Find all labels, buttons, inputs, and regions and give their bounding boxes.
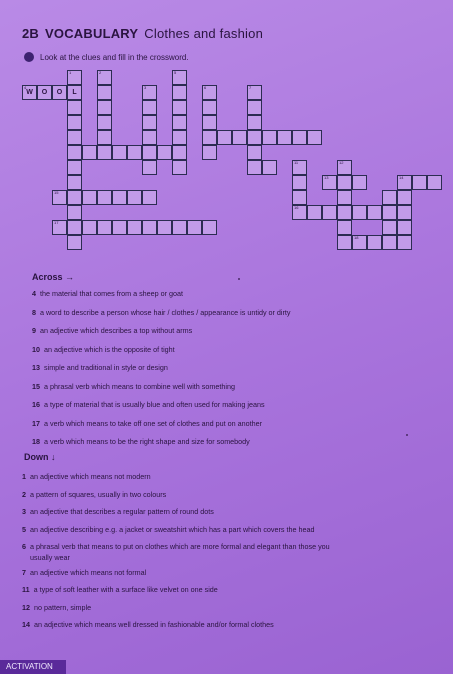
crossword-cell[interactable]: [127, 145, 142, 160]
crossword-cell[interactable]: [67, 145, 82, 160]
crossword-cell[interactable]: [172, 145, 187, 160]
clue-text: an adjective which describes a top without arms: [40, 326, 193, 335]
clue-text: simple and traditional in style or design: [44, 363, 168, 372]
clue-text: a phrasal verb which means to combine well with something: [44, 381, 235, 391]
crossword-cell[interactable]: [127, 190, 142, 205]
crossword-cell[interactable]: [292, 205, 307, 220]
across-clue: [32, 382, 235, 391]
instruction-text: Look at the clues and fill in the crossword.: [40, 52, 189, 62]
crossword-cell[interactable]: [67, 205, 82, 220]
cell-number: 12: [339, 160, 344, 165]
crossword-cell[interactable]: [397, 220, 412, 235]
crossword-cell[interactable]: [67, 175, 82, 190]
crossword-cell[interactable]: [97, 190, 112, 205]
crossword-cell[interactable]: [277, 130, 292, 145]
crossword-cell[interactable]: [397, 175, 412, 190]
cell-number: 7: [249, 85, 252, 90]
crossword-cell[interactable]: [67, 235, 82, 250]
clue-text: a verb which means to take off one set of clothes and put on another: [44, 418, 263, 428]
clue-text: a verb which means to be the right shape and size for somebody: [44, 437, 250, 446]
clue-number: 8: [32, 307, 36, 317]
crossword-cell[interactable]: [127, 220, 142, 235]
crossword-cell[interactable]: [382, 220, 397, 235]
crossword-cell[interactable]: [337, 205, 352, 220]
clue-text: the material that comes from a sheep or goat: [40, 289, 184, 298]
crossword-cell[interactable]: [352, 175, 367, 190]
crossword-cell[interactable]: [142, 190, 157, 205]
crossword-cell[interactable]: [367, 205, 382, 220]
crossword-cell[interactable]: [52, 85, 67, 100]
crossword-cell[interactable]: [247, 160, 262, 175]
across-clue: [32, 437, 250, 446]
clue-number: 4: [32, 289, 36, 298]
crossword-cell[interactable]: [202, 100, 217, 115]
crossword-cell[interactable]: [82, 190, 97, 205]
crossword-cell[interactable]: [247, 85, 262, 100]
crossword-cell[interactable]: [352, 205, 367, 220]
cell-number: 17: [54, 220, 59, 225]
cell-number: 2: [99, 70, 102, 75]
down-heading: Down ↓: [24, 452, 56, 462]
crossword-cell[interactable]: [172, 100, 187, 115]
crossword-cell[interactable]: [157, 145, 172, 160]
clue-number: 17: [32, 418, 40, 428]
down-clue: [22, 542, 330, 551]
clue-number: 9: [32, 326, 36, 335]
crossword-cell[interactable]: [337, 175, 352, 190]
crossword-cell[interactable]: [52, 220, 67, 235]
crossword-cell[interactable]: [202, 115, 217, 130]
cell-letter: L: [72, 89, 77, 96]
crossword-cell[interactable]: [142, 220, 157, 235]
clue-number: 15: [32, 381, 40, 391]
crossword-cell[interactable]: [382, 235, 397, 250]
crossword-cell[interactable]: [262, 130, 277, 145]
section-subtitle: Clothes and fashion: [144, 26, 263, 41]
crossword-cell[interactable]: [97, 115, 112, 130]
crossword-cell[interactable]: [112, 220, 127, 235]
crossword-cell[interactable]: [247, 100, 262, 115]
down-clue: [22, 620, 274, 629]
crossword-cell[interactable]: [172, 115, 187, 130]
crossword-cell[interactable]: [322, 175, 337, 190]
clue-number: 14: [22, 620, 30, 629]
page-title: [22, 26, 263, 41]
clue-number: 12: [22, 602, 30, 612]
crossword-cell[interactable]: [217, 130, 232, 145]
across-clue: [32, 326, 192, 335]
crossword-cell[interactable]: [52, 190, 67, 205]
clue-text: a phrasal verb that means to put on clothes which are more formal and elegant than those you: [30, 542, 330, 551]
clue-number: 3: [22, 507, 26, 516]
pen-mark: [238, 278, 240, 280]
crossword-cell[interactable]: [112, 145, 127, 160]
crossword-cell[interactable]: [157, 220, 172, 235]
crossword-cell[interactable]: [337, 235, 352, 250]
crossword-cell[interactable]: [427, 175, 442, 190]
crossword-cell[interactable]: [202, 220, 217, 235]
clue-text: no pattern, simple: [34, 602, 92, 612]
crossword-cell[interactable]: [202, 145, 217, 160]
across-clue: [32, 400, 265, 409]
clue-number: 1: [22, 472, 26, 481]
crossword-cell[interactable]: [307, 130, 322, 145]
crossword-cell[interactable]: [172, 85, 187, 100]
instruction: [24, 52, 189, 62]
crossword-cell[interactable]: [172, 220, 187, 235]
crossword-cell[interactable]: [292, 160, 307, 175]
clue-number: 10: [32, 344, 40, 354]
crossword-cell[interactable]: [97, 145, 112, 160]
clue-text: a word to describe a person whose hair / clothes / appearance is untidy or dirty: [40, 307, 291, 317]
crossword-cell[interactable]: [67, 100, 82, 115]
crossword-cell[interactable]: [142, 115, 157, 130]
crossword-cell[interactable]: [142, 85, 157, 100]
crossword-cell[interactable]: [187, 220, 202, 235]
clue-text: an adjective that describes a regular pattern of round dots: [30, 507, 214, 516]
crossword-cell[interactable]: [142, 130, 157, 145]
clue-text: an adjective which means not formal: [30, 567, 147, 577]
down-clue: [22, 585, 218, 594]
crossword-cell[interactable]: [67, 115, 82, 130]
crossword-cell[interactable]: [397, 190, 412, 205]
crossword-cell[interactable]: [172, 130, 187, 145]
crossword-cell[interactable]: [412, 175, 427, 190]
crossword-cell[interactable]: [202, 85, 217, 100]
down-clue: [22, 507, 214, 516]
clue-text: a pattern of squares, usually in two colours: [30, 489, 167, 499]
crossword-cell[interactable]: [247, 130, 262, 145]
cell-number: 6: [204, 85, 207, 90]
across-clue: [32, 419, 262, 428]
cell-number: 15: [54, 190, 59, 195]
clue-number: 5: [22, 524, 26, 534]
down-clue: [22, 472, 151, 481]
clue-text: a type of material that is usually blue and often used for making jeans: [44, 400, 265, 409]
crossword-cell[interactable]: [67, 160, 82, 175]
crossword-cell[interactable]: [67, 220, 82, 235]
crossword-cell[interactable]: [112, 190, 127, 205]
across-clue: [32, 289, 183, 298]
crossword-cell[interactable]: [397, 205, 412, 220]
crossword-cell[interactable]: [397, 235, 412, 250]
crossword-cell[interactable]: [82, 145, 97, 160]
crossword-cell[interactable]: [172, 70, 187, 85]
cell-number: 11: [294, 160, 299, 165]
cell-letter: O: [56, 89, 63, 96]
clue-text: a type of soft leather with a surface like velvet on one side: [33, 585, 218, 594]
crossword-cell[interactable]: [292, 175, 307, 190]
crossword-cell[interactable]: [367, 235, 382, 250]
across-clue: [32, 308, 291, 317]
down-clue: [22, 490, 166, 499]
cell-letter: W: [26, 89, 33, 96]
cell-letter: O: [41, 89, 48, 96]
activation-tab: ACTIVATION: [0, 660, 66, 674]
unit-code: 2B: [22, 26, 40, 41]
clue-number: 16: [32, 400, 40, 409]
crossword-cell[interactable]: [97, 100, 112, 115]
clue-number: 18: [32, 437, 40, 446]
pen-mark: [406, 434, 408, 436]
crossword-cell[interactable]: [82, 220, 97, 235]
cell-number: 14: [399, 175, 404, 180]
crossword-cell[interactable]: [307, 205, 322, 220]
clue-text: an adjective which means not modern: [30, 472, 151, 481]
clue-number: 6: [22, 542, 26, 551]
clue-number: 13: [32, 363, 40, 372]
crossword-cell[interactable]: [337, 160, 352, 175]
crossword-cell[interactable]: [67, 70, 82, 85]
crossword-cell[interactable]: [97, 220, 112, 235]
cell-number: 5: [174, 70, 177, 75]
cell-number: 3: [144, 85, 147, 90]
section-label: VOCABULARY: [45, 26, 139, 41]
crossword-cell[interactable]: [202, 130, 217, 145]
cell-number: 1: [69, 70, 72, 75]
across-heading: Across →: [32, 272, 75, 282]
crossword-cell[interactable]: [337, 190, 352, 205]
down-clue: [22, 603, 91, 612]
crossword-cell[interactable]: [262, 160, 277, 175]
crossword-cell[interactable]: [67, 190, 82, 205]
cell-number: 18: [354, 235, 359, 240]
instruction-bullet-icon: [24, 52, 34, 62]
crossword-cell[interactable]: [97, 85, 112, 100]
clue-text: an adjective which is the opposite of tight: [44, 344, 175, 354]
cell-number: 4: [24, 85, 27, 90]
crossword-cell[interactable]: [382, 205, 397, 220]
crossword-cell[interactable]: [292, 190, 307, 205]
down-clue: [22, 568, 146, 577]
across-clue: [32, 345, 175, 354]
crossword-cell[interactable]: [142, 145, 157, 160]
crossword-cell[interactable]: [292, 130, 307, 145]
down-clue: [22, 525, 314, 534]
clue-number: 11: [22, 585, 30, 594]
cell-number: 13: [324, 175, 329, 180]
crossword-cell[interactable]: [97, 70, 112, 85]
crossword-cell[interactable]: [247, 115, 262, 130]
crossword-cell[interactable]: [337, 220, 352, 235]
crossword-cell[interactable]: [232, 130, 247, 145]
crossword-cell[interactable]: [22, 85, 37, 100]
down-clue-continuation: usually wear: [30, 552, 70, 562]
clue-text: an adjective which means well dressed in fashionable and/or formal clothes: [34, 620, 274, 629]
crossword-cell[interactable]: [67, 85, 82, 100]
clue-number: 2: [22, 489, 26, 499]
crossword-cell[interactable]: [142, 160, 157, 175]
clue-text: an adjective describing e.g. a jacket or sweatshirt which has a part which covers the head: [30, 524, 315, 534]
crossword-cell[interactable]: [382, 190, 397, 205]
crossword-cell[interactable]: [172, 160, 187, 175]
crossword-cell[interactable]: [352, 235, 367, 250]
crossword-cell[interactable]: [67, 130, 82, 145]
crossword-cell[interactable]: [322, 205, 337, 220]
across-clue: [32, 363, 168, 372]
crossword-cell[interactable]: [97, 130, 112, 145]
crossword-cell[interactable]: [142, 100, 157, 115]
crossword-cell[interactable]: [37, 85, 52, 100]
clue-number: 7: [22, 567, 26, 577]
cell-number: 16: [294, 205, 299, 210]
crossword-cell[interactable]: [247, 145, 262, 160]
